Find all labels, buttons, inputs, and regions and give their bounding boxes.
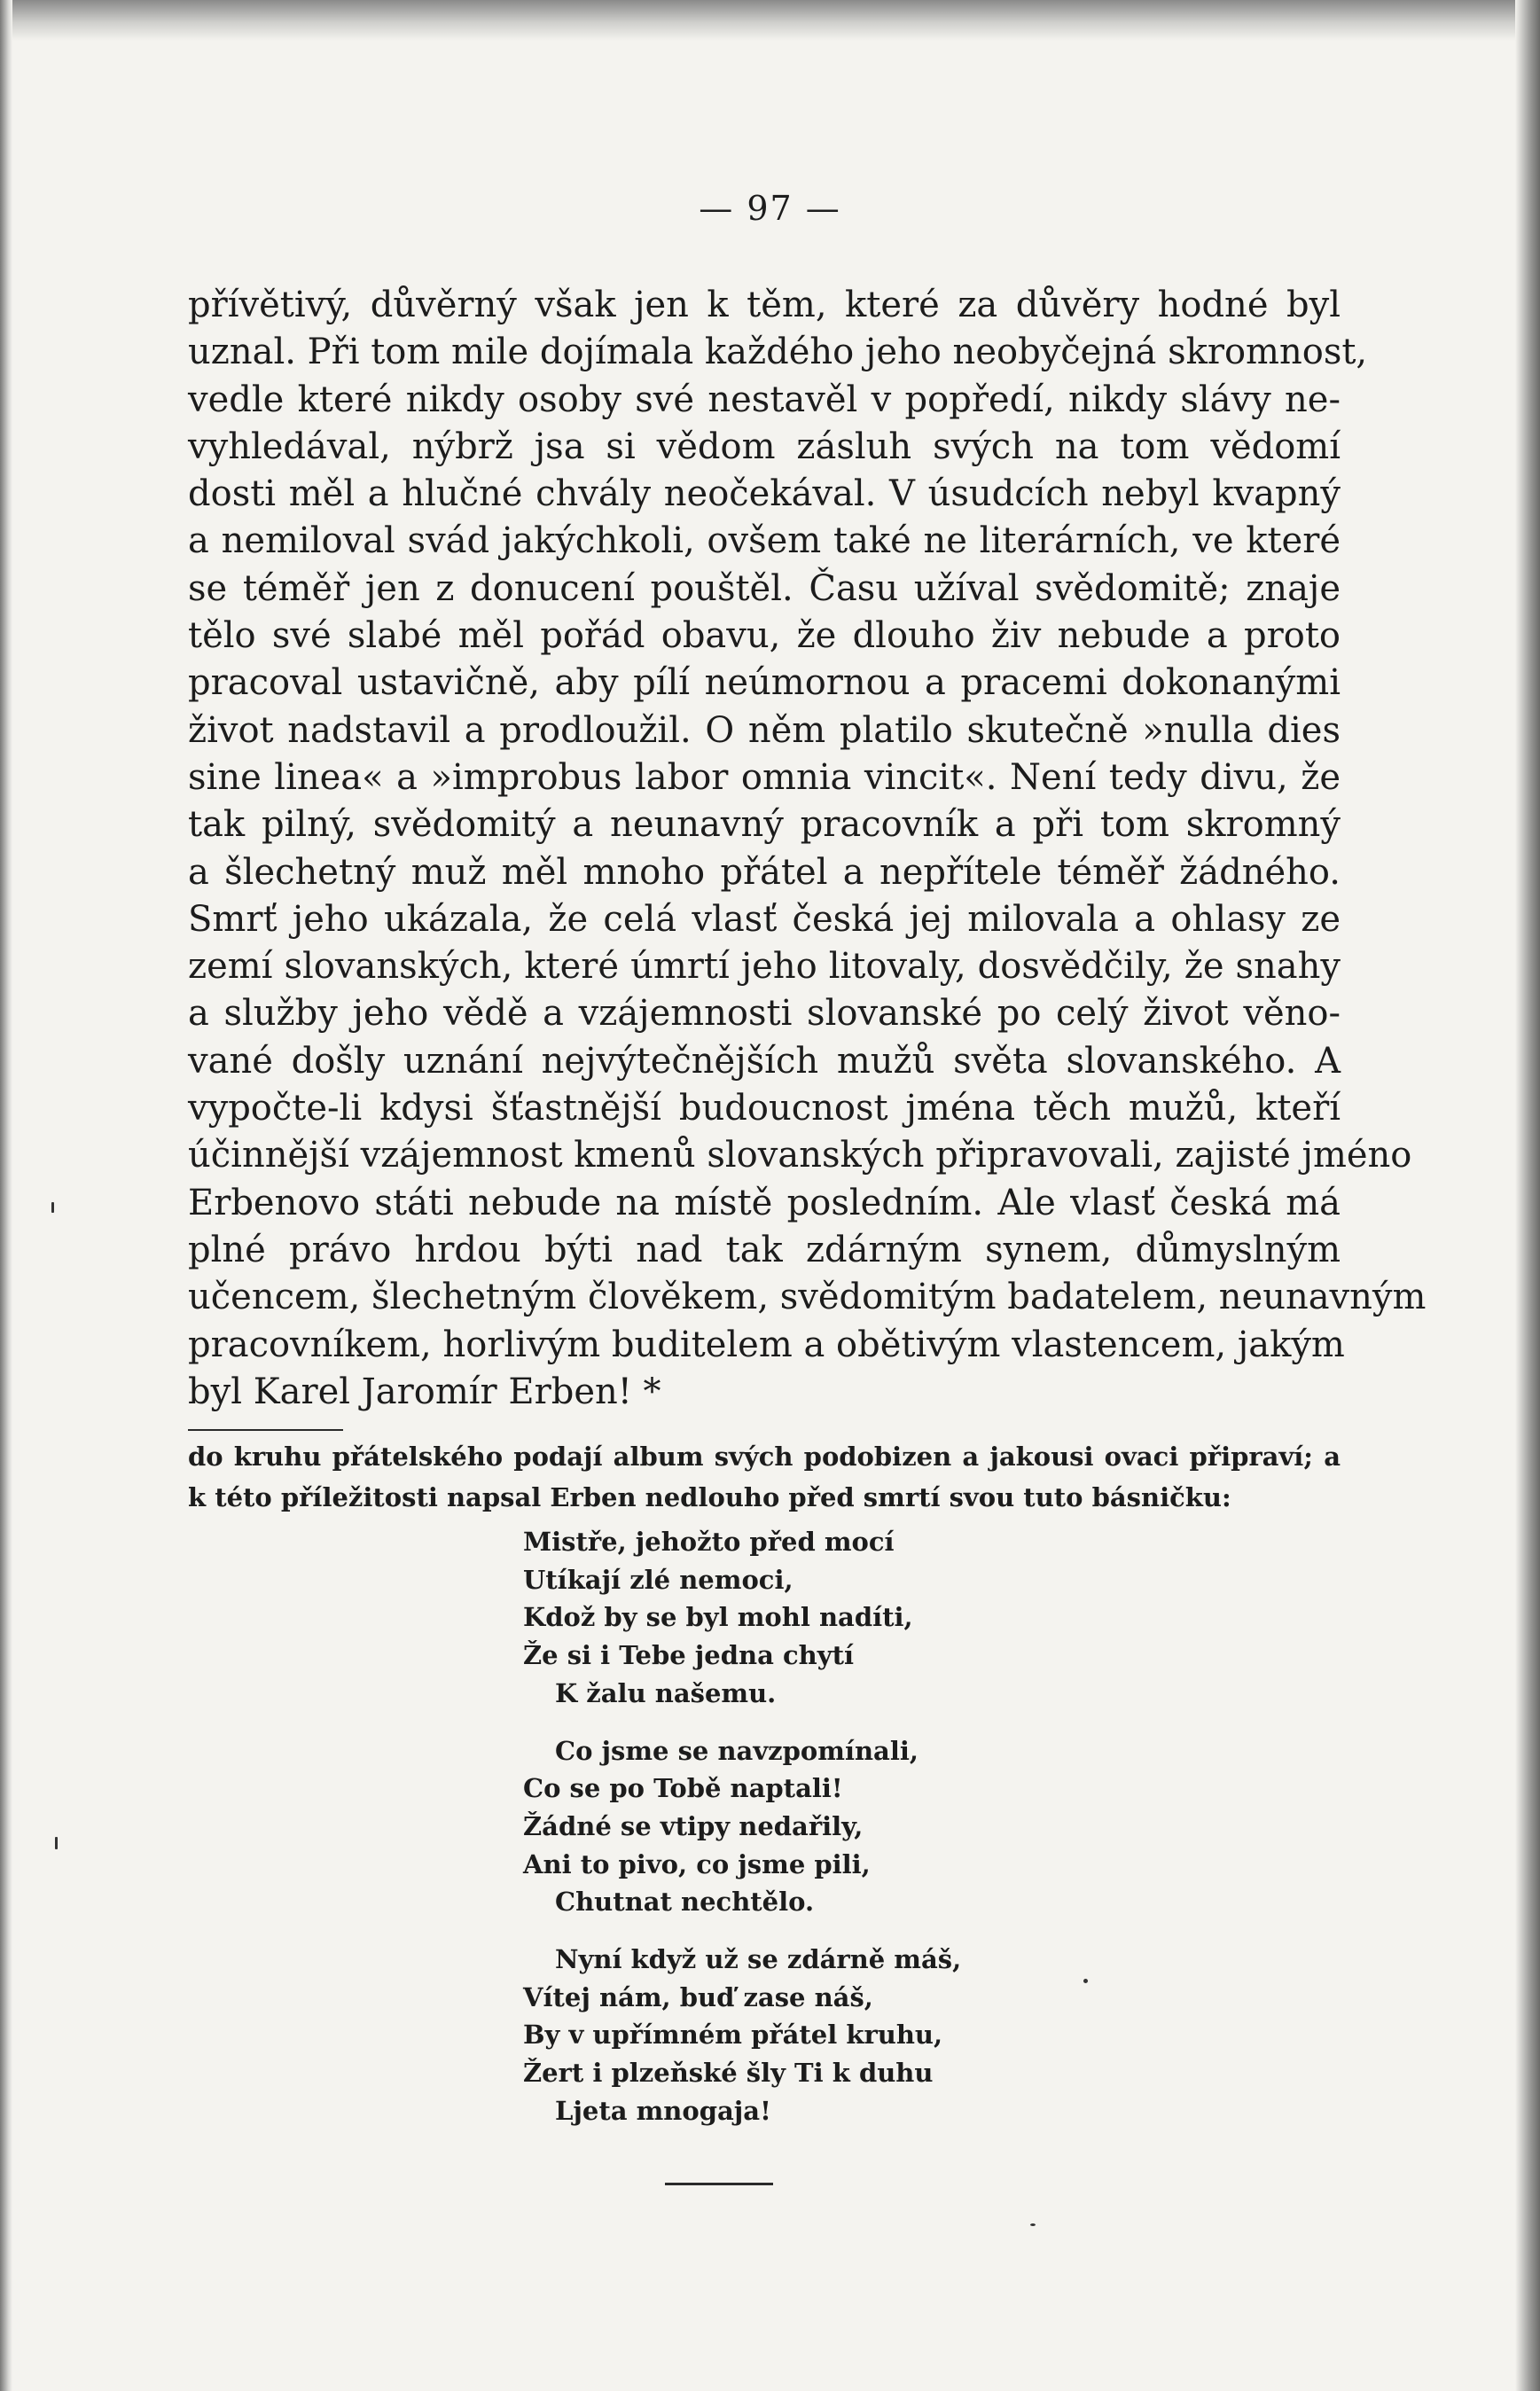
body-line: vané došly uznání nejvýtečnějších mužů světa slovanského. A bbox=[188, 1040, 1341, 1082]
poem-verse: Mistře, jehožto před mocí bbox=[523, 1527, 895, 1557]
page-number: — 97 — bbox=[699, 189, 841, 228]
body-line: zemí slovanských, které úmrtí jeho litovaly, dosvědčily, že snahy bbox=[188, 946, 1341, 988]
scan-speck bbox=[1083, 1979, 1088, 1983]
poem-verse: Kdož by se byl mohl nadíti, bbox=[523, 1602, 913, 1633]
body-line: pracovníkem, horlivým buditelem a obětivým vlastencem, jakým bbox=[188, 1324, 1345, 1365]
scan-shadow-top bbox=[0, 0, 1540, 41]
body-line: tak pilný, svědomitý a neunavný pracovník a při tom skromný bbox=[188, 804, 1341, 846]
body-line: pracoval ustavičně, aby pílí neúmornou a pracemi dokonanými bbox=[188, 662, 1341, 704]
body-line: uznal. Při tom mile dojímala každého jeho neobyčejná skromnost, bbox=[188, 332, 1368, 373]
body-line: Smrť jeho ukázala, že celá vlasť česká jej milovala a ohlasy ze bbox=[188, 898, 1341, 940]
poem-stanza-3 bbox=[523, 1941, 1144, 2130]
poem-verse: Žádné se vtipy nedařily, bbox=[523, 1810, 864, 1841]
footnote-line: k této příležitosti napsal Erben nedlouho před smrtí svou tuto básničku: bbox=[188, 1482, 1231, 1512]
poem-verse: Nyní když už se zdárně máš, bbox=[555, 1944, 962, 1975]
body-line: plné právo hrdou býti nad tak zdárným synem, důmyslným bbox=[188, 1229, 1341, 1270]
body-line: vedle které nikdy osoby své nestavěl v popředí, nikdy slávy ne- bbox=[188, 379, 1341, 420]
poem-verse-refrain: Chutnat nechtělo. bbox=[555, 1887, 815, 1918]
poem-verse: Co jsme se navzpomínali, bbox=[555, 1735, 919, 1766]
body-paragraph bbox=[188, 282, 1427, 1416]
poem-verse-refrain: K žalu našemu. bbox=[555, 1677, 777, 1708]
body-line: přívětivý, důvěrný však jen k těm, které za důvěry hodné byl bbox=[188, 285, 1341, 325]
footnote bbox=[188, 1436, 1341, 1518]
poem-verse: Žert i plzeňské šly Ti k duhu bbox=[523, 2058, 934, 2089]
body-line: sine linea« a »improbus labor omnia vincit«. Není tedy divu, že bbox=[188, 756, 1341, 798]
scan-speck bbox=[55, 1837, 58, 1849]
poem bbox=[523, 1523, 1144, 2150]
body-line: se téměř jen z donucení pouštěl. Času užíval svědomitě; znaje bbox=[188, 567, 1341, 609]
poem-verse: Utíkají zlé nemoci, bbox=[523, 1564, 793, 1595]
scan-speck bbox=[1030, 2223, 1036, 2226]
footnote-divider bbox=[188, 1429, 343, 1431]
poem-verse: Ani to pivo, co jsme pili, bbox=[523, 1848, 871, 1879]
body-line: a nemiloval svád jakýchkoli, ovšem také ne literárních, ve které bbox=[188, 520, 1341, 562]
poem-verse-refrain: Ljeta mnogaja! bbox=[555, 2095, 771, 2126]
body-line: a šlechetný muž měl mnoho přátel a nepřítele téměř žádného. bbox=[188, 851, 1341, 893]
scan-speck bbox=[51, 1202, 54, 1213]
poem-verse: Že si i Tebe jedna chytí bbox=[523, 1640, 854, 1671]
body-line: dosti měl a hlučné chvály neočekával. V úsudcích nebyl kvapný bbox=[188, 473, 1341, 515]
body-line-final: byl Karel Jaromír Erben! * bbox=[188, 1371, 661, 1412]
body-line: učencem, šlechetným člověkem, svědomitým badatelem, neunavným bbox=[188, 1277, 1427, 1318]
end-rule-divider bbox=[665, 2183, 773, 2185]
body-line: účinnější vzájemnost kmenů slovanských připravovali, zajisté jméno bbox=[188, 1135, 1412, 1176]
footnote-line: do kruhu přátelského podají album svých podobizen a jakousi ovaci připraví; a bbox=[188, 1442, 1341, 1472]
scan-shadow-right bbox=[1515, 0, 1540, 2391]
body-line: život nadstavil a prodloužil. O něm platilo skutečně »nulla dies bbox=[188, 709, 1341, 751]
poem-verse: By v upřímném přátel kruhu, bbox=[523, 2020, 943, 2051]
scan-shadow-left bbox=[0, 0, 12, 2391]
body-line: vypočte-li kdysi šťastnější budoucnost jména těch mužů, kteří bbox=[188, 1088, 1341, 1129]
poem-stanza-1 bbox=[523, 1523, 1144, 1713]
body-line: Erbenovo státi nebude na místě posledním. Ale vlasť česká má bbox=[188, 1182, 1341, 1223]
body-line: tělo své slabé měl pořád obavu, že dlouho živ nebude a proto bbox=[188, 615, 1341, 657]
poem-verse: Co se po Tobě naptali! bbox=[523, 1773, 843, 1804]
body-line: a služby jeho vědě a vzájemnosti slovanské po celý život věno- bbox=[188, 993, 1341, 1035]
poem-verse: Vítej nám, buď zase náš, bbox=[523, 1981, 873, 2012]
body-line: vyhledával, nýbrž jsa si vědom zásluh svých na tom vědomí bbox=[188, 426, 1341, 467]
poem-stanza-2 bbox=[523, 1732, 1144, 1922]
